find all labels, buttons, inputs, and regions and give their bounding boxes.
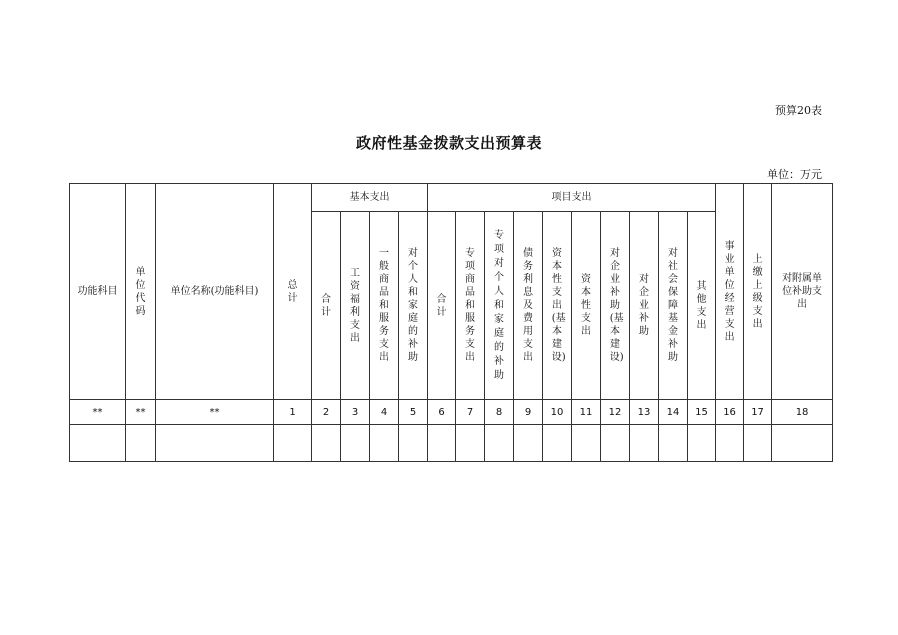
header-goods-services: 一 般 商 品 和 服 务 支 出 — [370, 212, 399, 400]
table-cell — [772, 425, 833, 462]
table-cell — [126, 425, 156, 462]
table-cell — [456, 425, 485, 462]
column-number-cell: 15 — [688, 400, 716, 425]
header-debt-interest: 债 务 利 息 及 费 用 支 出 — [514, 212, 543, 400]
column-number-cell: 1 — [274, 400, 312, 425]
budget-table — [69, 183, 833, 462]
header-special-household: 专 项 对 个 人 和 家 庭 的 补 助 — [485, 212, 514, 400]
table-cell — [572, 425, 601, 462]
column-number-cell: 16 — [716, 400, 744, 425]
header-special-goods: 专 项 商 品 和 服 务 支 出 — [456, 212, 485, 400]
column-number-cell: 11 — [572, 400, 601, 425]
unit-label: 单位：万元 — [767, 168, 822, 181]
column-number-cell: 3 — [341, 400, 370, 425]
header-upper-payment: 上 缴 上 级 支 出 — [744, 184, 772, 400]
header-enterprise-construction: 对 企 业 补 助 (基 本 建 设) — [601, 212, 630, 400]
table-cell — [428, 425, 456, 462]
column-number-cell: 9 — [514, 400, 543, 425]
table-cell — [341, 425, 370, 462]
table-cell — [744, 425, 772, 462]
header-unit-name: 单位名称(功能科目) — [156, 184, 274, 400]
table-cell — [70, 425, 126, 462]
column-number-cell: 13 — [630, 400, 659, 425]
header-project-total: 合 计 — [428, 212, 456, 400]
column-number-cell: 6 — [428, 400, 456, 425]
header-func-subject: 功能科目 — [70, 184, 126, 400]
column-number-cell: ** — [126, 400, 156, 425]
header-capital-construction: 资 本 性 支 出 (基 本 建 设) — [543, 212, 572, 400]
table-cell — [543, 425, 572, 462]
header-household-subsidy: 对 个 人 和 家 庭 的 补 助 — [399, 212, 428, 400]
table-cell — [601, 425, 630, 462]
page-title: 政府性基金拨款支出预算表 — [355, 134, 542, 152]
table-cell — [312, 425, 341, 462]
column-number-cell: ** — [70, 400, 126, 425]
column-number-cell: 5 — [399, 400, 428, 425]
table-cell — [659, 425, 688, 462]
header-business-expense: 事 业 单 位 经 营 支 出 — [716, 184, 744, 400]
column-number-cell: 18 — [772, 400, 833, 425]
header-basic-expenditure: 基本支出 — [312, 184, 428, 212]
column-number-cell: 10 — [543, 400, 572, 425]
table-cell — [716, 425, 744, 462]
table-cell — [688, 425, 716, 462]
header-wages-welfare: 工 资 福 利 支 出 — [341, 212, 370, 400]
table-cell — [370, 425, 399, 462]
table-cell — [485, 425, 514, 462]
column-number-cell: 8 — [485, 400, 514, 425]
table-cell — [156, 425, 274, 462]
column-number-cell: 14 — [659, 400, 688, 425]
header-basic-total: 合 计 — [312, 212, 341, 400]
column-number-row — [70, 400, 833, 425]
form-number: 预算20表 — [775, 104, 822, 117]
empty-data-row — [70, 425, 833, 462]
header-affiliated-subsidy: 对附属单位补助支出 — [772, 184, 833, 400]
column-number-cell: 2 — [312, 400, 341, 425]
header-other: 其 他 支 出 — [688, 212, 716, 400]
column-number-cell: 17 — [744, 400, 772, 425]
column-number-cell: 7 — [456, 400, 485, 425]
header-enterprise-subsidy: 对 企 业 补 助 — [630, 212, 659, 400]
header-total: 总 计 — [274, 184, 312, 400]
header-project-expenditure: 项目支出 — [428, 184, 716, 212]
table-cell — [274, 425, 312, 462]
column-number-cell: 12 — [601, 400, 630, 425]
table-cell — [514, 425, 543, 462]
header-social-security: 对 社 会 保 障 基 金 补 助 — [659, 212, 688, 400]
header-unit-code: 单 位 代 码 — [126, 184, 156, 400]
column-number-cell: ** — [156, 400, 274, 425]
header-capital: 资 本 性 支 出 — [572, 212, 601, 400]
table-cell — [630, 425, 659, 462]
column-number-cell: 4 — [370, 400, 399, 425]
table-cell — [399, 425, 428, 462]
